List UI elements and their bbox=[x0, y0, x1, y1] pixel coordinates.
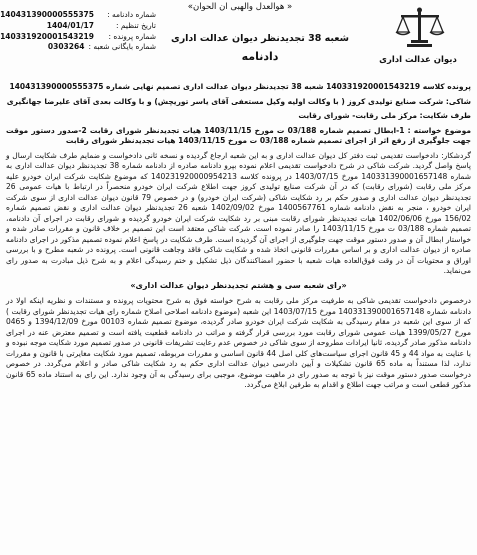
meta-value: 140331920001543219 bbox=[0, 31, 94, 41]
document-body bbox=[6, 82, 471, 395]
verdict-section-title: «رای شعبه سی و هشتم تجدیدنظر دیوان عدالت اداری» bbox=[130, 280, 347, 290]
meta-label: شماره پرونده : bbox=[108, 31, 156, 41]
meta-value: 0303264 bbox=[47, 42, 85, 52]
meta-value: 140431390000555375 bbox=[0, 10, 94, 19]
branch-title: شعبه 38 تجدیدنظر دیوان عدالت اداری bbox=[171, 33, 349, 44]
meta-label: شماره بایگانی شعبه : bbox=[88, 42, 156, 52]
plaintiff-line: شاکی: شرکت صنایع تولیدی کروز ( با وکالت اولیه وکیل مستعفی آقای یاسر توریچش) و با وکالت بعدی آقای علیرضا جهانگیری bbox=[6, 96, 471, 106]
meta-row-verdict-number bbox=[0, 10, 156, 21]
verdict-paragraph: درخصوص دادخواست تقدیمی شاکی به طرفیت مرکز ملی رقابت به شرح خواسته فوق به شرح محتویات پرونده و مستندات و نظریه اینکه اولا در دادنامه شماره 140331390001657148 مورخ 1403/07/15 این شعبه (موضوع دادنامه اصلاحی اصلاح شماره رای هیات تجدیدنظر شورای رقابت ) که از سوی این شعبه در مقام رسیدگی به شکایت شرکت ایران خودرو صادر گردیده، موضوع تصمیم شماره 00103 مورخ 1394/12/09 و 0465 مورخ 1399/05/27 هیات عمومی شورای رقابت مورد بررسی قرار گرفته و مراتب در دادنامه قطعیت یافته است و تصمیم معترض عنه در اجرای دادنامه مذکور صادر گردیده، ثانیا ایرادات مطروحه از سوی شاکی در خصوص عدم رعایت تشریفات قانونی در صدور تصمیم مورد شکایت موجه نبوده و با عنایت به مواد 44 و 45 قانون اجرای سیاست‌های کلی اصل 44 قانون اساسی و مقررات مربوطه، تصمیم مورد شکایت مغایرتی با قانون و مقررات ندارد، لذا مستنداً به ماده 65 قانون تشکیلات و آیین دادرسی دیوان عدالت اداری حکم به رد شکایت شاکی صادر و اعلام می‌گردد. در خصوص درخواست صدور دستور موقت نیز با توجه به صدور رای در ماهیت موضوع، موجبی برای رسیدگی به آن وجود ندارد. این رای به استناد ماده 65 قانون مذکور قطعی است و مراتب جهت اطلاع و اقدام به طرفین ابلاغ می‌گردد. bbox=[6, 296, 472, 389]
defendant-line: طرف شکایت: مرکز ملی رقابت- شورای رقابت bbox=[298, 111, 471, 120]
court-name: دیوان عدالت اداری bbox=[379, 55, 457, 65]
procedure-paragraph: گردشکار: دادخواست تقدیمی ثبت دفتر کل دیوان عدالت اداری و به این شعبه ارجاع گردیده و نسخه ثانی دادخواست و ضمایم طرف شکایت ارسال و پاسخ واصل گردید. شرکت شاکی در شرح دادخواست تقدیمی اعلام نموده بپرو دادنامه صادره از دادنامه شماره 38 تجدیدنظر دیوان عدالت اداری به شماره 140331390001657148 مورخ 1403/07/15 در پرونده کلاسه 140231920000954213 که موضوع شکایت شرکت ایران خودرو علیه مرکز ملی رقابت (شورای رقابت) که در آن شرکت صنایع تولیدی کروز جهت اطلاع شرکت ایران خودرو منحصراً در ارتباط با هیات عمومی 26 تجدیدنظر دیوان عدالت اداری و صدور حکم بر رد شکایت شاکی (شرکت ایران خودرو) و در خصوص 79 قانون دیوان عدالت اداری از سوی شرکت ایران خودرو ، منجر به نقض دادنامه شماره 1400567761 مورخ 1402/09/02 شعبه 26 تجدیدنظر دیوان عدالت اداری و نقض تصمیم شماره 156/02 مورخ 1402/06/06 هیات تجدیدنظر شورای رقابت مبنی بر رد شکایت شرکت ایران خودرو گردیده و شورای رقابت در اجرای آن دادنامه، تصمیم شماره 03/188 ت مورخ 1403/11/15 را صادر نموده است. شرکت شاکی معتقد است این تصمیم بر خلاف قانون و مقررات صادر شده و خواستار ابطال آن و صدور دستور موقت جهت جلوگیری از اجرای آن گردیده است. طرف شکایت در پاسخ اعلام نموده تصمیم مذکور در اجرای دادنامه صادره از دیوان عدالت اداری و بر اساس مقررات قانونی اتخاذ شده و شکایت شاکی فاقد وجاهت قانونی است. پرونده در شعبه مطرح و با بررسی اوراق و محتویات آن در وقت فوق‌العاده هیات شعبه با حضور امضاکنندگان ذیل تشکیل و ختم رسیدگی اعلام و به شرح ذیل مبادرت به صدور رای می‌نماید. bbox=[6, 150, 472, 275]
meta-row-date bbox=[6, 21, 156, 32]
basmala-header: «هوالعدل واﻟﻬﺒﯽ ان اﻟﺤﻮان » bbox=[187, 2, 293, 12]
meta-value: 1404/01/17 bbox=[46, 20, 94, 30]
subject-line: موضوع خواسته : 1-ابطال تصمیم شماره 03/188 ت مورخ 1403/11/15 هیات تجدیدنظر شورای رقابت 2-صدور دستور موقت جهت جلوگیری از رفع اثر از اجرای تصمیم شماره 03/188 ت مورخ 1403/11/15 هیات تجدیدنظر شورای رقابت bbox=[6, 125, 471, 145]
document-meta bbox=[0, 10, 156, 53]
case-file-line: پرونده کلاسه 140331920001543219 شعبه 38 تجدیدنظر دیوان عدالت اداری تصمیم نهایی شماره 140431390000555375 bbox=[9, 82, 471, 91]
meta-label: تاریخ تنظیم : bbox=[116, 20, 156, 30]
meta-label: شماره دادنامه : bbox=[107, 10, 156, 19]
document-type: دادنامه bbox=[241, 50, 279, 63]
meta-row-archive-number bbox=[6, 42, 156, 53]
meta-row-case-number bbox=[0, 31, 156, 43]
judiciary-emblem-icon bbox=[393, 6, 447, 52]
